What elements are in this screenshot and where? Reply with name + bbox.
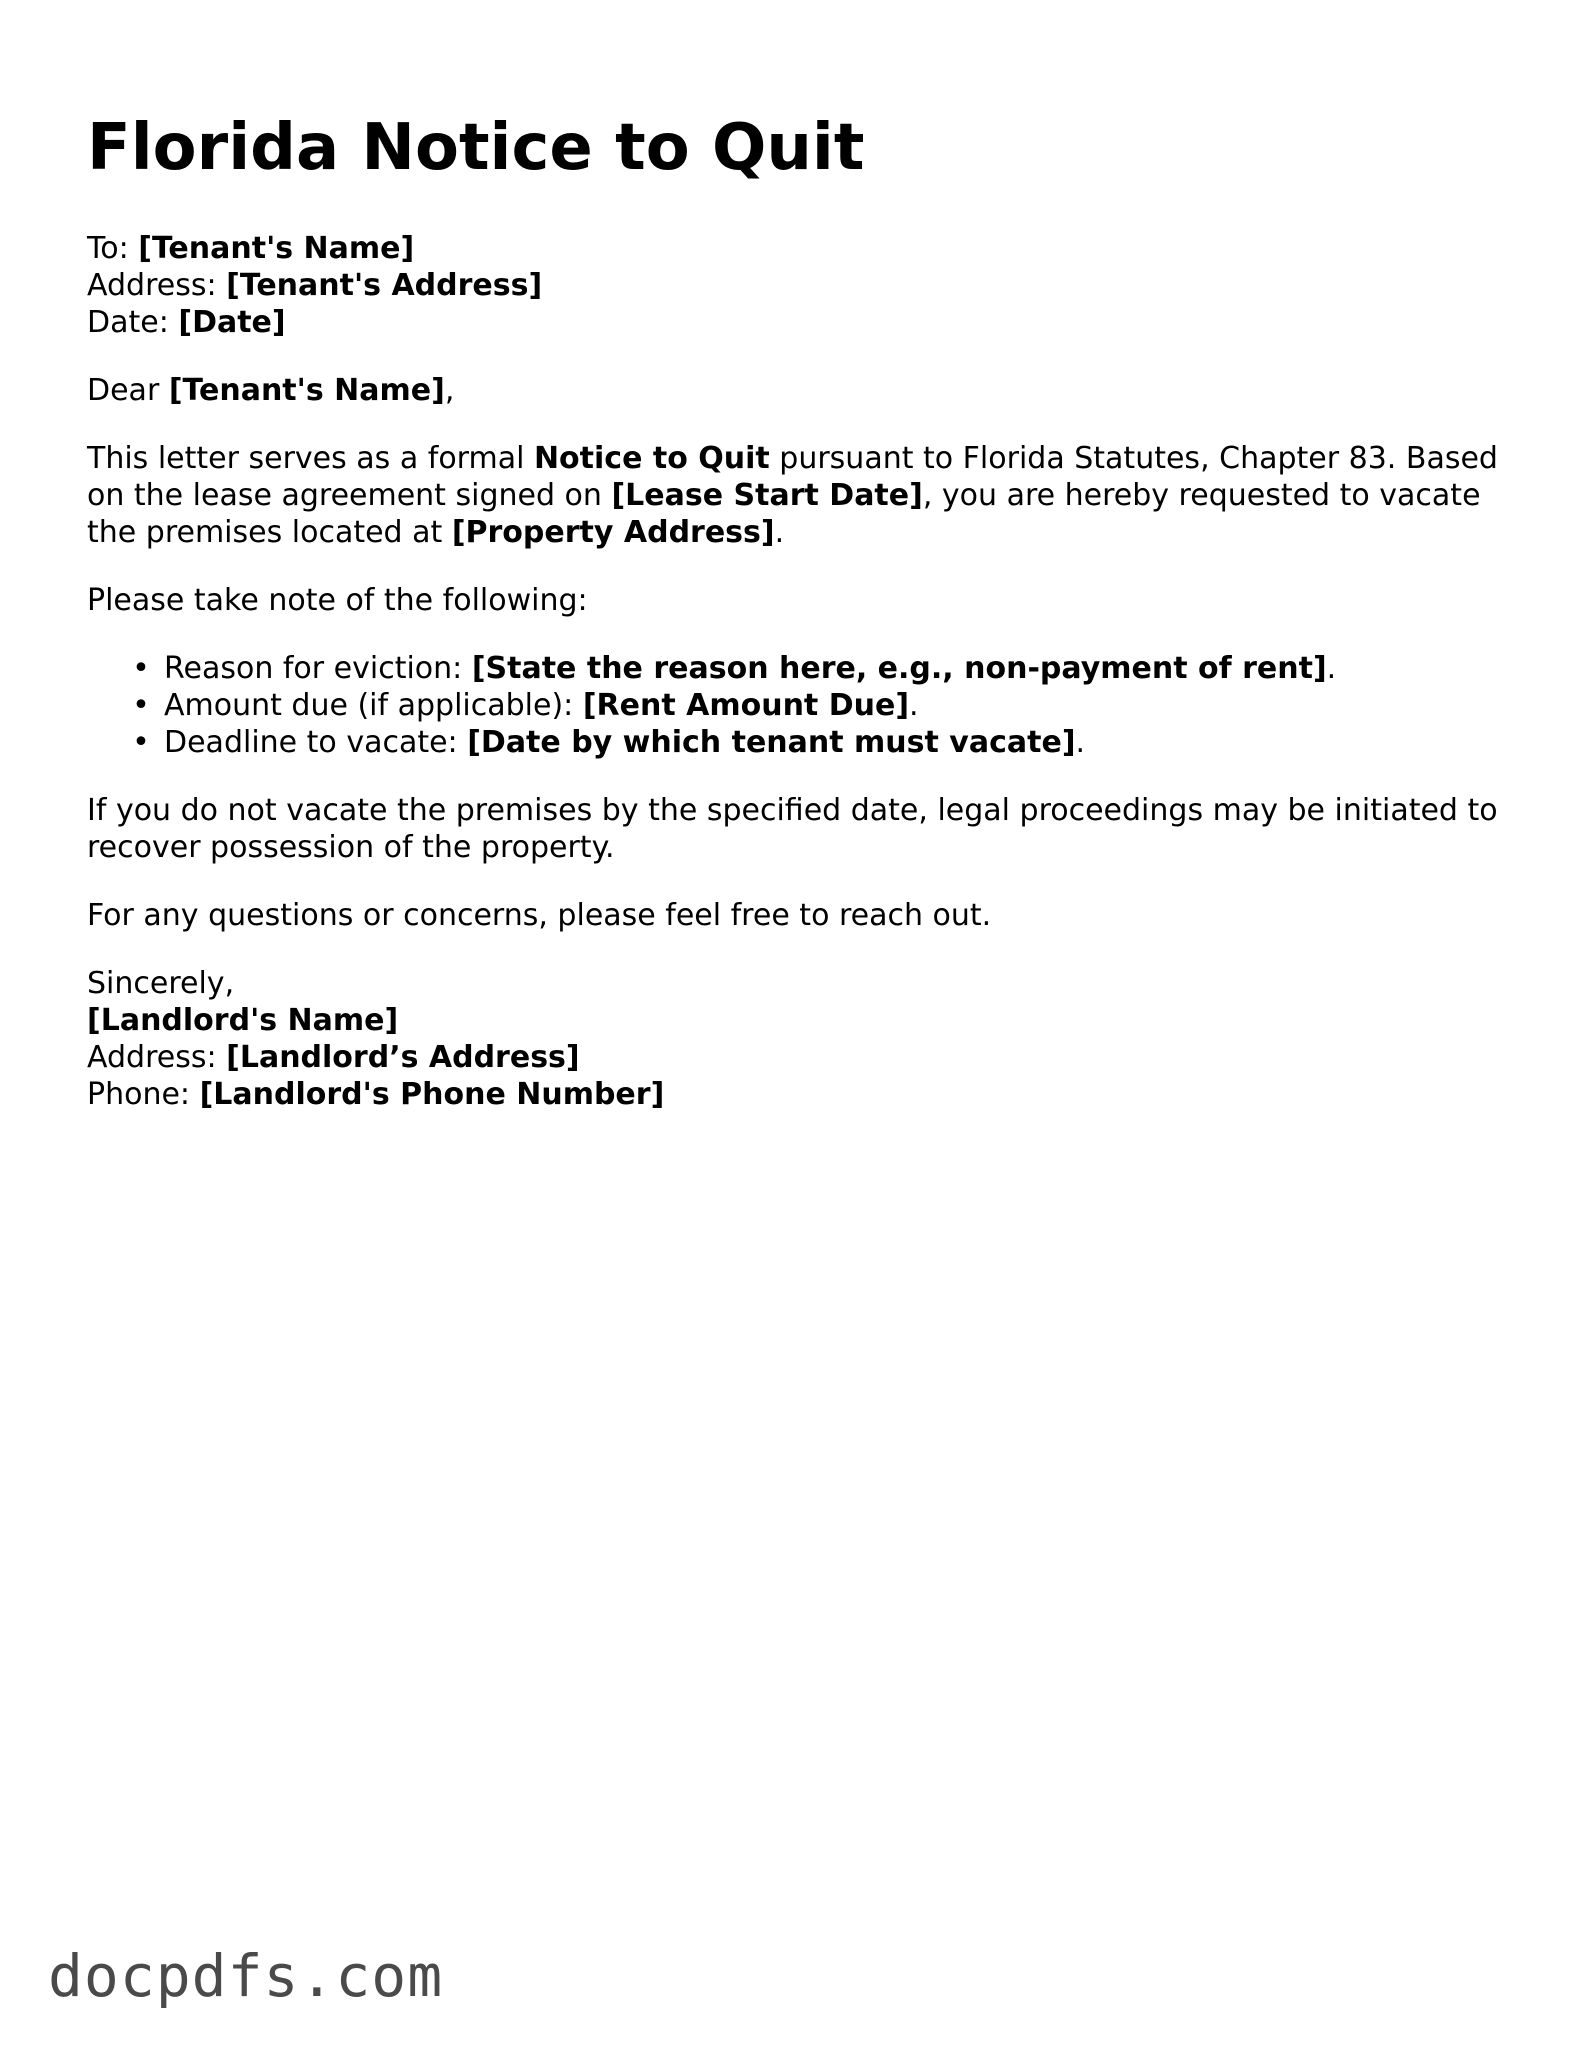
list-item-end: . (1326, 651, 1337, 686)
document-page (87, 108, 1507, 1144)
list-item-end: . (1075, 725, 1086, 760)
list-item (132, 687, 1507, 724)
salutation-suffix: , (444, 373, 455, 408)
document-title: Florida Notice to Quit (87, 111, 865, 185)
list-item-label: Deadline to vacate: (164, 725, 468, 760)
intro-text-3: , you are hereby requested to vacate the premises located at (87, 478, 1481, 550)
list-item-value: [Date by which tenant must vacate] (467, 725, 1076, 760)
intro-text-4: . (774, 515, 785, 550)
bullet-icon: • (132, 725, 150, 760)
bullet-icon: • (132, 651, 150, 686)
list-item-value: [Rent Amount Due] (582, 688, 910, 723)
intro-bold-notice: Notice to Quit (533, 441, 770, 476)
closing-line: Sincerely, (87, 966, 235, 1001)
intro-text-1: This letter serves as a formal (87, 441, 534, 476)
bullet-icon: • (132, 688, 150, 723)
date-label: Date: (87, 305, 179, 340)
landlord-name-placeholder: [Landlord's Name] (87, 1003, 399, 1038)
tenant-name-placeholder: [Tenant's Name] (138, 231, 415, 266)
salutation-name: [Tenant's Name] (168, 373, 445, 408)
salutation-prefix: Dear (87, 373, 169, 408)
warning-paragraph: If you do not vacate the premises by the specified date, legal proceedings may be initiated to recover possession of the property. (87, 793, 1498, 865)
salutation (87, 372, 1507, 409)
landlord-address-placeholder: [Landlord’s Address] (226, 1040, 580, 1075)
lease-start-date-placeholder: [Lease Start Date] (611, 478, 923, 513)
closing-note: For any questions or concerns, please feel free to reach out. (87, 898, 992, 933)
list-item-label: Amount due (if applicable): (164, 688, 583, 723)
landlord-phone-label: Phone: (87, 1077, 200, 1112)
watermark: docpdfs.com (48, 1942, 444, 2010)
landlord-phone-placeholder: [Landlord's Phone Number] (199, 1077, 665, 1112)
intro-paragraph (87, 440, 1507, 551)
landlord-address-line (87, 1039, 1507, 1076)
list-item-end: . (909, 688, 919, 723)
recipient-block (87, 230, 1507, 341)
landlord-address-label: Address: (87, 1040, 227, 1075)
list-item-label: Reason for eviction: (164, 651, 472, 686)
recipient-to-line (87, 230, 1507, 267)
property-address-placeholder: [Property Address] (451, 515, 775, 550)
intro-text-2: pursuant to Florida Statutes, Chapter 83. Based on the lease agreement signed on (87, 441, 1498, 513)
list-item (132, 724, 1507, 761)
signature-block (87, 965, 1507, 1113)
to-label: To: (87, 231, 139, 266)
landlord-phone-line (87, 1076, 1507, 1113)
note-intro: Please take note of the following: (87, 583, 588, 618)
date-placeholder: [Date] (178, 305, 286, 340)
address-label: Address: (87, 268, 227, 303)
recipient-address-line (87, 267, 1507, 304)
tenant-address-placeholder: [Tenant's Address] (226, 268, 543, 303)
date-line (87, 304, 1507, 341)
details-list (87, 650, 1507, 761)
list-item (132, 650, 1507, 687)
list-item-value: [State the reason here, e.g., non-payment of rent] (471, 651, 1327, 686)
